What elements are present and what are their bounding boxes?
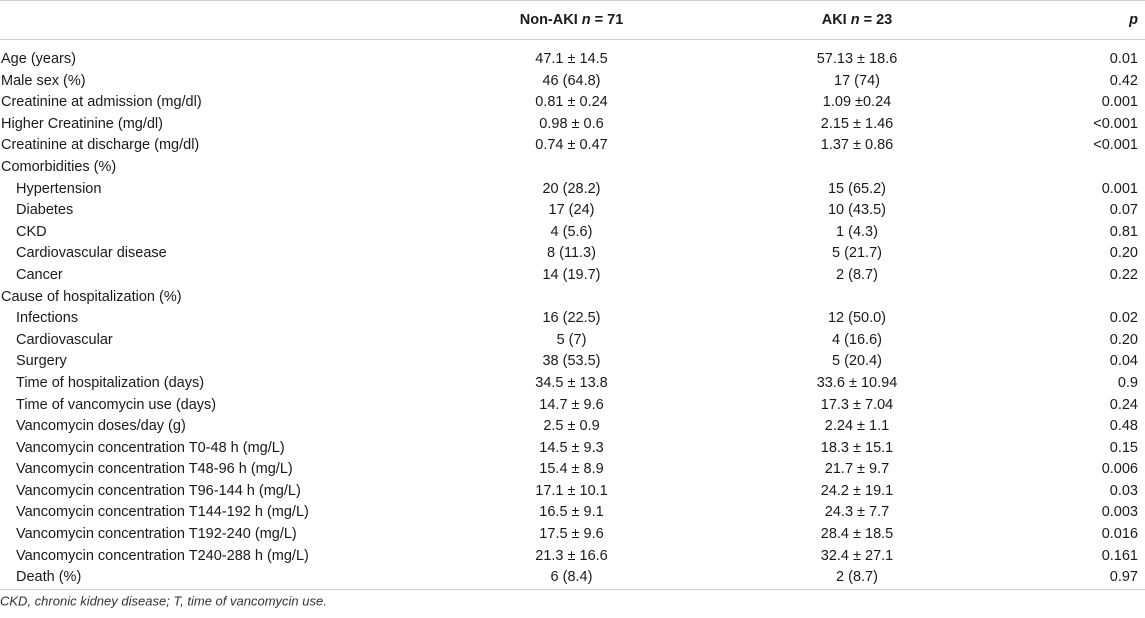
row-label: Cause of hospitalization (%) [1, 288, 182, 305]
p-value: <0.001 [1093, 137, 1138, 154]
p-value: 0.001 [1101, 94, 1138, 111]
table-row [0, 71, 1145, 93]
non-aki-value: 34.5 ± 13.8 [535, 374, 608, 391]
aki-value: 12 (50.0) [827, 310, 887, 327]
aki-value: 24.3 ± 7.7 [824, 504, 890, 521]
table-row [0, 502, 1145, 524]
aki-value: 32.4 ± 27.1 [820, 547, 894, 564]
aki-value: 2 (8.7) [836, 266, 878, 283]
table-row [0, 135, 1145, 157]
p-value: 0.20 [1109, 331, 1138, 348]
p-value: 0.15 [1109, 439, 1138, 456]
table-row [0, 546, 1145, 568]
p-value: 0.161 [1101, 547, 1138, 564]
row-label: Death (%) [0, 567, 430, 589]
non-aki-value: 6 (8.4) [430, 567, 713, 589]
table-row [0, 395, 1145, 417]
row-label: Vancomycin concentration T192-240 (mg/L) [16, 526, 297, 543]
non-aki-value: 17 (24) [548, 202, 595, 219]
row-label: Cardiovascular [16, 331, 113, 348]
aki-value: 57.13 ± 18.6 [816, 51, 898, 67]
row-label: Time of hospitalization (days) [16, 374, 205, 391]
non-aki-value: 0.81 ± 0.24 [535, 94, 608, 111]
header-non-aki-count: = 71 [590, 12, 624, 28]
non-aki-value: 0.74 ± 0.47 [535, 137, 608, 154]
non-aki-value: 14 (19.7) [542, 266, 601, 283]
p-value: 0.006 [1101, 461, 1138, 478]
non-aki-value: 17.5 ± 9.6 [539, 526, 604, 543]
non-aki-value [430, 287, 713, 309]
row-label: Age (years) [1, 51, 76, 67]
aki-value: 17.3 ± 7.04 [820, 396, 894, 413]
table-body [0, 40, 1145, 590]
table-row [0, 524, 1145, 546]
row-label: Vancomycin concentration T144-192 h (mg/L) [16, 504, 309, 521]
row-label: Cardiovascular disease [16, 245, 167, 262]
table-row [0, 49, 1145, 71]
p-value: 0.001 [1101, 180, 1138, 197]
header-aki-n: n [850, 12, 860, 28]
row-label: Time of vancomycin use (days) [16, 396, 217, 413]
aki-value: 1 (4.3) [836, 223, 878, 240]
non-aki-value: 8 (11.3) [547, 245, 596, 262]
row-label: Infections [16, 310, 79, 327]
p-value: 0.07 [1109, 202, 1138, 219]
row-label: Diabetes [16, 202, 74, 219]
table-row [0, 438, 1145, 460]
aki-value: 2 (8.7) [713, 567, 1001, 589]
row-label: Creatinine at discharge (mg/dl) [1, 137, 200, 154]
non-aki-value: 2.5 ± 0.9 [543, 418, 600, 435]
p-value [1001, 287, 1145, 309]
p-value: 0.22 [1109, 266, 1138, 283]
p-value: 0.9 [1117, 374, 1138, 391]
p-value: 0.016 [1101, 526, 1138, 543]
non-aki-value: 15.4 ± 8.9 [539, 461, 604, 478]
header-non-aki-n: n [581, 12, 591, 28]
header-non-aki-text: Non-AKI [519, 12, 582, 28]
non-aki-value: 4 (5.6) [550, 223, 593, 240]
aki-value: 10 (43.5) [827, 202, 887, 219]
p-value: 0.003 [1101, 504, 1138, 521]
aki-value: 24.2 ± 19.1 [820, 482, 894, 499]
non-aki-value: 20 (28.2) [542, 180, 601, 197]
non-aki-value: 0.98 ± 0.6 [539, 115, 604, 132]
non-aki-value: 47.1 ± 14.5 [535, 51, 608, 67]
header-non-aki [430, 1, 713, 40]
row-label: Vancomycin concentration T48-96 h (mg/L) [16, 461, 293, 478]
table-row [0, 179, 1145, 201]
table-row [0, 330, 1145, 352]
row-label: Cancer [16, 266, 63, 283]
table-row [0, 567, 1145, 589]
table-row [0, 157, 1145, 179]
header-aki-count: = 23 [859, 12, 893, 28]
header-row [0, 1, 1145, 40]
non-aki-value: 5 (7) [556, 331, 587, 348]
p-value: 0.03 [1109, 482, 1138, 499]
p-value: 0.24 [1109, 396, 1138, 413]
row-label: Vancomycin concentration T240-288 h (mg/L) [16, 547, 309, 564]
aki-value: 2.15 ± 1.46 [820, 115, 894, 132]
table-row [0, 114, 1145, 136]
aki-value: 28.4 ± 18.5 [820, 526, 894, 543]
row-label: Surgery [16, 353, 67, 370]
p-value: 0.42 [1109, 72, 1138, 89]
aki-value [713, 287, 1001, 309]
aki-value: 2.24 ± 1.1 [824, 418, 890, 435]
aki-value: 18.3 ± 15.1 [820, 439, 894, 456]
non-aki-value: 38 (53.5) [542, 353, 601, 370]
p-value: 0.20 [1109, 245, 1138, 262]
aki-value: 1.37 ± 0.86 [820, 137, 894, 154]
header-p-value: p [1001, 1, 1145, 40]
table-row [0, 351, 1145, 373]
table-row [0, 200, 1145, 222]
p-value: 0.01 [1109, 51, 1138, 67]
aki-value: 15 (65.2) [827, 180, 887, 197]
p-value: 0.97 [1001, 567, 1145, 589]
header-variable [0, 1, 430, 40]
p-value: 0.48 [1109, 418, 1138, 435]
row-label: Creatinine at admission (mg/dl) [1, 94, 202, 111]
aki-value: 4 (16.6) [832, 331, 882, 348]
header-aki [713, 1, 1001, 40]
row-label: Vancomycin concentration T0-48 h (mg/L) [16, 439, 285, 456]
row-label: Hypertension [16, 180, 102, 197]
aki-value: 5 (21.7) [832, 245, 882, 262]
p-value: 0.02 [1109, 310, 1138, 327]
row-label: Comorbidities (%) [1, 158, 117, 175]
p-value: <0.001 [1093, 115, 1138, 132]
table-header [0, 1, 1145, 40]
non-aki-value: 14.7 ± 9.6 [539, 396, 604, 413]
table-row [0, 459, 1145, 481]
table-footnote: CKD, chronic kidney disease; T, time of vancomycin use. [0, 593, 327, 609]
non-aki-value: 21.3 ± 16.6 [535, 547, 608, 564]
row-label: Male sex (%) [1, 72, 86, 89]
aki-value: 5 (20.4) [832, 353, 882, 370]
p-value [1001, 157, 1145, 179]
row-label: Higher Creatinine (mg/dl) [1, 115, 163, 132]
non-aki-value: 14.5 ± 9.3 [539, 439, 604, 456]
non-aki-value [430, 157, 713, 179]
p-value: 0.04 [1109, 353, 1138, 370]
aki-value: 33.6 ± 10.94 [816, 374, 898, 391]
table-row [0, 222, 1145, 244]
table-row [0, 265, 1145, 287]
header-aki-text: AKI [821, 12, 851, 28]
non-aki-value: 46 (64.8) [542, 72, 601, 89]
spacer-row [0, 40, 1145, 50]
table-row [0, 243, 1145, 265]
aki-value: 21.7 ± 9.7 [824, 461, 890, 478]
p-value: 0.81 [1109, 223, 1138, 240]
row-label: CKD [16, 223, 47, 240]
non-aki-value: 16.5 ± 9.1 [539, 504, 604, 521]
aki-value: 1.09 ±0.24 [822, 94, 892, 111]
table-row [0, 308, 1145, 330]
row-label: Vancomycin concentration T96-144 h (mg/L) [16, 482, 301, 499]
table-row [0, 416, 1145, 438]
non-aki-value: 17.1 ± 10.1 [535, 482, 608, 499]
table-row [0, 373, 1145, 395]
non-aki-value: 16 (22.5) [542, 310, 601, 327]
row-label: Vancomycin doses/day (g) [16, 418, 186, 435]
table-row [0, 481, 1145, 503]
table-row [0, 92, 1145, 114]
table-row [0, 287, 1145, 309]
aki-value [713, 157, 1001, 179]
aki-value: 17 (74) [834, 72, 880, 89]
